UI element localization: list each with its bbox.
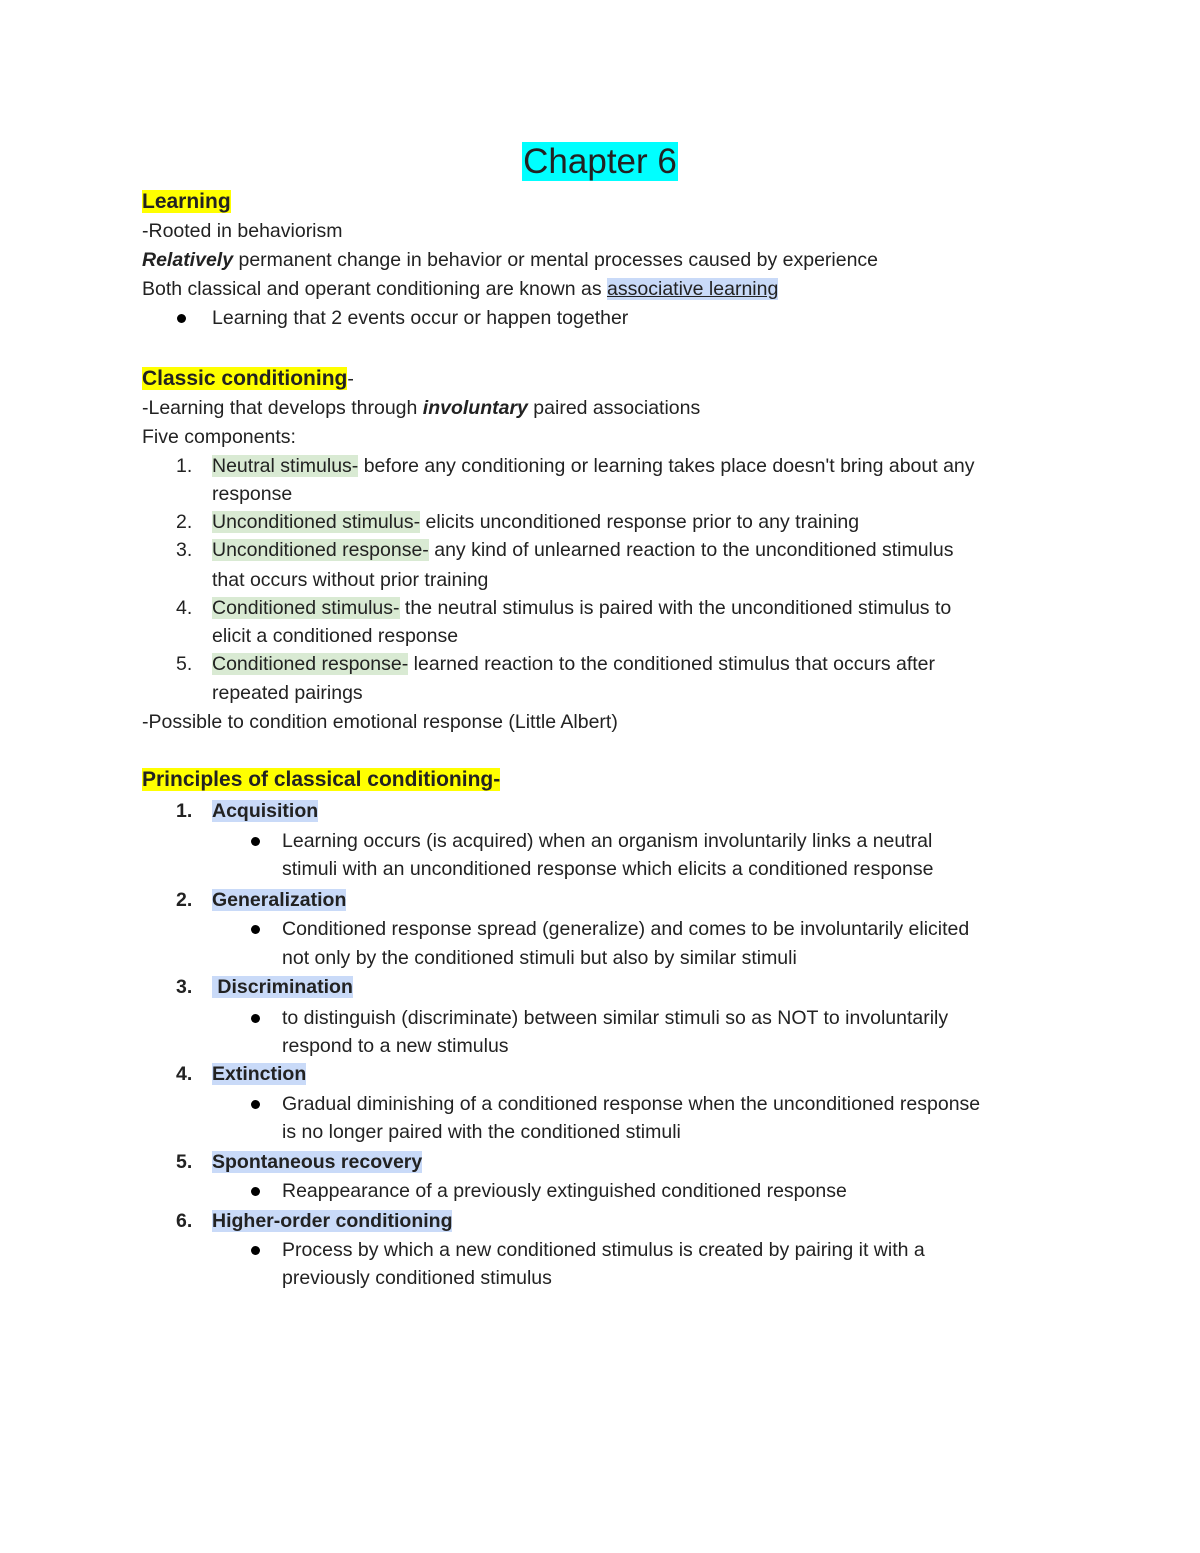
list-number: 4.	[176, 1063, 193, 1085]
list-item: Neutral stimulus- before any conditioning or learning takes place doesn't bring about any	[212, 455, 975, 477]
principle-term: Discrimination	[212, 976, 353, 998]
learning-bullet: Learning that 2 events occur or happen together	[212, 307, 629, 329]
list-number: 5.	[176, 653, 193, 675]
title-text: Chapter 6	[523, 142, 677, 181]
list-number: 5.	[176, 1151, 193, 1173]
learning-line-2: Relatively permanent change in behavior or mental processes caused by experience	[142, 249, 879, 271]
list-item: Conditioned stimulus- the neutral stimulus is paired with the unconditioned stimulus to	[212, 597, 952, 619]
bullet-icon	[251, 1246, 260, 1255]
learning-line-1: -Rooted in behaviorism	[142, 220, 343, 242]
bullet-icon	[251, 925, 260, 934]
principle-text-continuation: not only by the conditioned stimuli but also by similar stimuli	[282, 947, 797, 969]
list-number: 2.	[176, 511, 193, 533]
classic-footer: -Possible to condition emotional response (Little Albert)	[142, 711, 618, 733]
principle-text: to distinguish (discriminate) between similar stimuli so as NOT to involuntarily	[282, 1007, 949, 1029]
principle-text: Process by which a new conditioned stimulus is created by pairing it with a	[282, 1239, 925, 1261]
bullet-icon	[177, 314, 186, 323]
list-item-continuation: that occurs without prior training	[212, 569, 489, 591]
associative-learning-link[interactable]: associative learning	[607, 278, 779, 300]
list-number: 4.	[176, 597, 193, 619]
list-number: 6.	[176, 1210, 193, 1232]
list-item: Conditioned response- learned reaction to the conditioned stimulus that occurs after	[212, 653, 936, 675]
list-item-continuation: response	[212, 483, 293, 505]
principle-term: Acquisition	[212, 800, 319, 822]
list-number: 3.	[176, 539, 193, 561]
learning-line-3: Both classical and operant conditioning are known as associative learning	[142, 278, 779, 300]
principle-term: Spontaneous recovery	[212, 1151, 423, 1173]
principle-term: Higher-order conditioning	[212, 1210, 453, 1232]
principle-text-continuation: previously conditioned stimulus	[282, 1267, 552, 1289]
list-number: 1.	[176, 800, 193, 822]
principle-term: Extinction	[212, 1063, 307, 1085]
principle-term: Generalization	[212, 889, 347, 911]
classic-line-1: -Learning that develops through involuntary paired associations	[142, 397, 701, 419]
principle-text-continuation: respond to a new stimulus	[282, 1035, 509, 1057]
bullet-icon	[251, 837, 260, 846]
list-item: Unconditioned response- any kind of unlearned reaction to the unconditioned stimulus	[212, 539, 954, 561]
list-item-continuation: repeated pairings	[212, 682, 363, 704]
list-item-continuation: elicit a conditioned response	[212, 625, 459, 647]
list-number: 1.	[176, 455, 193, 477]
bullet-icon	[251, 1100, 260, 1109]
list-number: 2.	[176, 889, 193, 911]
bullet-icon	[251, 1187, 260, 1196]
principle-text: Reappearance of a previously extinguished conditioned response	[282, 1180, 847, 1202]
page-title	[0, 140, 1200, 184]
classic-line-2: Five components:	[142, 426, 296, 448]
list-item: Unconditioned stimulus- elicits unconditioned response prior to any training	[212, 511, 860, 533]
principle-text: Gradual diminishing of a conditioned response when the unconditioned response	[282, 1093, 981, 1115]
list-number: 3.	[176, 976, 193, 998]
principle-text: Conditioned response spread (generalize) and comes to be involuntarily elicited	[282, 918, 970, 940]
classic-heading: Classic conditioning-	[142, 367, 354, 390]
learning-heading: Learning	[142, 190, 231, 213]
principle-text-continuation: is no longer paired with the conditioned stimuli	[282, 1121, 681, 1143]
principles-heading: Principles of classical conditioning-	[142, 768, 501, 791]
principle-text: Learning occurs (is acquired) when an organism involuntarily links a neutral	[282, 830, 933, 852]
principle-text-continuation: stimuli with an unconditioned response which elicits a conditioned response	[282, 858, 934, 880]
bullet-icon	[251, 1014, 260, 1023]
